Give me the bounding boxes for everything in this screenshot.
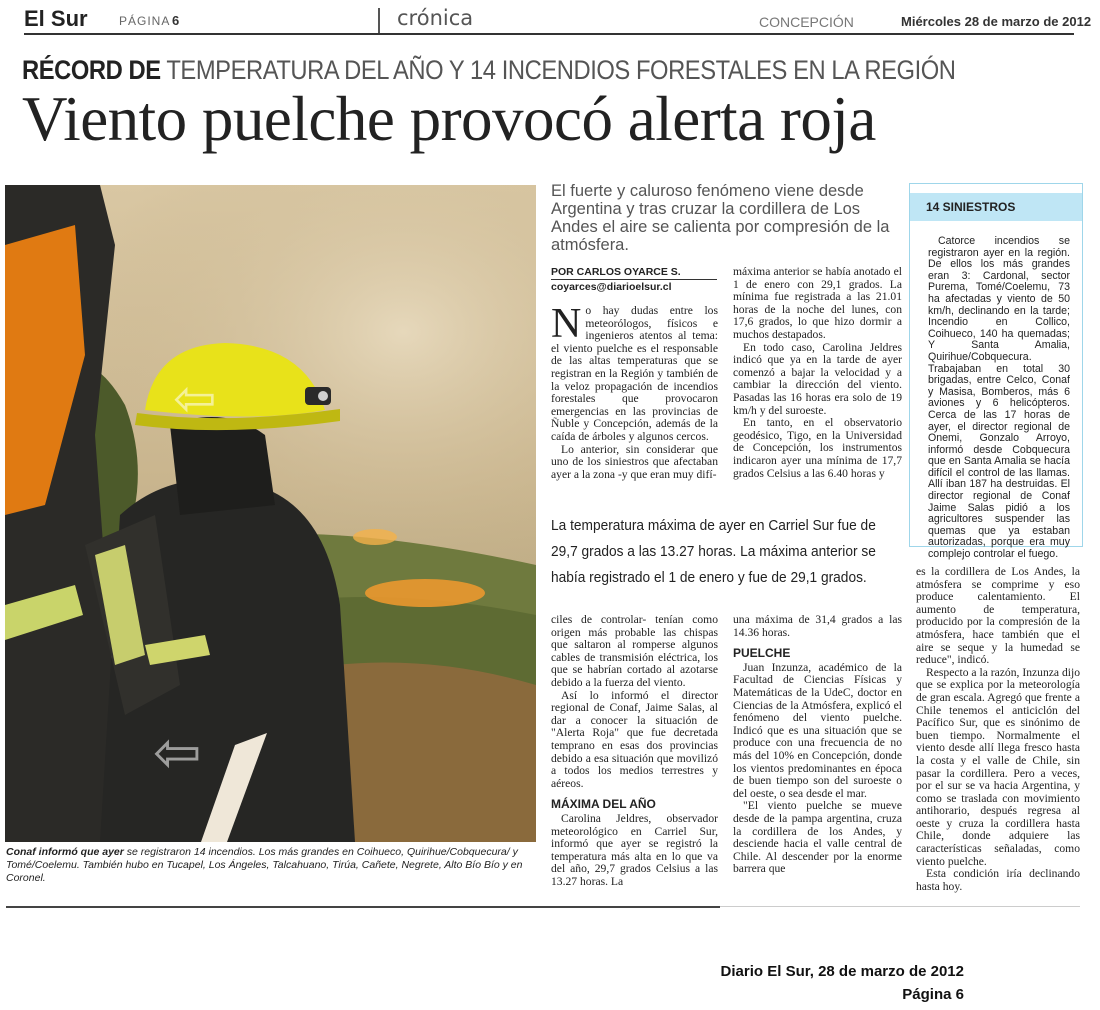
body-paragraph: Respecto a la razón, Inzunza dijo que se explica por la meteorología de gran escala. Agregó que frente a Chile tenemos el anticiclón del Pacífico Sur, que es sinónimo de buen tiempo. Normalmente el viento desde allí llega fresco hasta la costa y el valle de Chile, sin pasar la cordillera. Pero a veces, por el sur se va hacia Argentina, y como se traslada con movimiento antihorario, después regresa al oeste y cruza la cordillera hasta Chile, donde adquiere las características señaladas, como viento puelche. [916, 665, 1080, 868]
sidebar-title: 14 SINIESTROS [910, 193, 1082, 221]
drop-cap: N [551, 301, 582, 347]
body-paragraph: Juan Inzunza, académico de la Facultad de Ciencias Físicas y Matemáticas de la UdeC, doctor en Ciencias de la Atmósfera, explicó el fenómeno del viento puelche. Indicó que es una situación que se produce con una frecuencia de no más del 10% en Concepción, donde los vientos predominantes en época de buen tiempo son del suroeste o del oeste, o sea desde el mar. [733, 660, 902, 800]
page-number: 6 [172, 13, 180, 28]
source-page: Página 6 [902, 986, 964, 1003]
body-column-1-top [551, 301, 718, 481]
paragraph-text: o hay dudas entre los meteorólogos, físicos e ingenieros atentos al tema: el viento puelche es el responsable de las altas temperaturas que se registran en la Región y también de la veloz propagación de incendios forestales que provocaron emergencias en las provincias de Ñuble y Concepción, además de la caída de árboles y algunos cercos. [551, 304, 718, 443]
arrow-left-icon: ⇦ [153, 718, 202, 786]
body-paragraph: ciles de controlar- tenían como origen más probable las chispas que saltaron al romperse algunos cables de transmisión eléctrica, los que se habrían cortado al azotarse debido a la fuerza del viento. [551, 613, 718, 689]
body-paragraph [551, 301, 718, 444]
body-paragraph: "El viento puelche se mueve desde de la pampa argentina, cruza la cordillera de los Andes, y desciende hacia el valle central de Chile. Al descender por la enorme barrera que [733, 799, 902, 876]
sidebar-text [928, 236, 1070, 561]
body-column-3-bottom [916, 566, 1080, 893]
caption-lead: Conaf informó que ayer [6, 846, 124, 858]
source-line: Diario El Sur, 28 de marzo de 2012 [720, 963, 964, 980]
issue-date: Miércoles 28 de marzo de 2012 [901, 14, 1092, 29]
page-label: PÁGINA [119, 14, 171, 28]
firefighter-photo [5, 185, 536, 842]
body-paragraph: En todo caso, Carolina Jeldres indicó que ya en la tarde de ayer comenzó a bajar la velocidad y a cambiar la dirección del viento. Pasadas las 16 horas era solo de 19 km/h y del suroeste. [733, 340, 902, 417]
body-paragraph: Carolina Jeldres, observador meteorológico en Carriel Sur, informó que ayer se registró la temperatura más alta en lo que va del año, 29,7 grados Celsius a las 13.27 horas. La [551, 811, 718, 888]
body-column-2-top [733, 266, 902, 480]
bottom-rule-light [720, 906, 1080, 907]
subhead-maxima: MÁXIMA DEL AÑO [551, 797, 656, 812]
masthead-rule [24, 33, 1074, 35]
bottom-rule [6, 906, 720, 908]
kicker [22, 55, 956, 86]
byline: POR CARLOS OYARCE S. [551, 266, 681, 278]
body-column-2-bottom [733, 614, 902, 876]
author-email[interactable]: coyarces@diarioelsur.cl [551, 281, 672, 293]
subhead-puelche: PUELCHE [733, 646, 791, 661]
body-column-1-bottom [551, 614, 718, 888]
body-paragraph: una máxima de 31,4 grados a las 14.36 horas. [733, 613, 902, 639]
body-paragraph: Lo anterior, sin considerar que uno de los siniestros que afectaban ayer a la zona -y que eran muy difí- [551, 442, 718, 481]
kicker-rest: TEMPERATURA DEL AÑO Y 14 INCENDIOS FORESTALES EN LA REGIÓN [166, 55, 956, 85]
newspaper-brand: El Sur [24, 6, 88, 31]
body-paragraph: Así lo informó el director regional de Conaf, Jaime Salas, al dar a conocer la situación de "Alerta Roja" que fue decretada temprano en esas dos provincias debido a esa situación que movilizó a todos los medios terrestres y aéreos. [551, 688, 718, 790]
byline-rule [551, 279, 717, 280]
pull-quote: La temperatura máxima de ayer en Carriel Sur fue de 29,7 grados a las 13.27 horas. La máxima anterior se había registrado el 1 de enero y fue de 29,1 grados. [551, 518, 876, 586]
body-paragraph: es la cordillera de Los Andes, la atmósfera se comprime y eso produce calentamiento. El aumento de temperatura, producido por la compresión de la atmósfera, hace también que el aire se seque y la humedad se reduce", indicó. [916, 565, 1080, 667]
caption-text: se registraron 14 incendios. Los más grandes en Coihueco, Quirihue/Cobquecura/ y Tomé/Coelemu. También hubo en Tucapel, Los Ángeles, Talcahuano, Tirúa, Cañete, Negrete, Alto Bío Bío y en Coronel. [6, 846, 523, 884]
photo-illustration [5, 185, 536, 842]
section-name: crónica [397, 6, 474, 30]
headline: Viento puelche provocó alerta roja [22, 84, 876, 154]
body-paragraph: En tanto, en el observatorio geodésico, Tigo, en la Universidad de Concepción, los instrumentos indicaron ayer una mínima de 17,7 grados Celsius a las 6.40 horas y [733, 416, 902, 480]
sidebar-paragraph: Catorce incendios se registraron ayer en la región. De ellos los más grandes eran 3: Cardonal, sector Purema, Tomé/Coelemu, 73 ha afectadas y viento de 50 km/h, declinando en la tarde; Incendio en Collico, Coihueco, 140 ha quemadas; Y Santa Amalia, Quirihue/Cobquecura. Trabajaban en total 30 brigadas, entre Celco, Conaf y Masisa, Bomberos, más 6 aviones y 6 helicópteros. Cerca de las 17 horas de ayer, el director regional de Onemi, Gonzalo Arroyo, informó desde Cobquecura que en Santa Amalia se hacía difícil el control de las llamas. Allí iban 187 ha destruidas. El director regional de Conaf Jaime Salas pidió a los agricultores suspender las quemas que ya estaban autorizadas, porque era muy complejo controlar el fuego. [928, 235, 1070, 561]
body-paragraph: máxima anterior se había anotado el 1 de enero con 29,1 grados. La mínima fue registrada a las 21.01 horas de la noche del lunes, con 17,6 grados, lo que hizo dormir a muchos destapados. [733, 265, 902, 341]
article-deck: El fuerte y caluroso fenómeno viene desde Argentina y tras cruzar la cordillera de Los Andes el aire se calienta por compresión de la atmósfera. [551, 182, 890, 254]
arrow-left-icon: ⇦ [173, 369, 217, 429]
masthead-divider [378, 8, 380, 34]
body-paragraph: Esta condición iría declinando hasta hoy. [916, 867, 1080, 893]
city-label: CONCEPCIÓN [759, 14, 854, 30]
photo-caption [6, 846, 536, 885]
kicker-lead: RÉCORD DE [22, 55, 161, 85]
